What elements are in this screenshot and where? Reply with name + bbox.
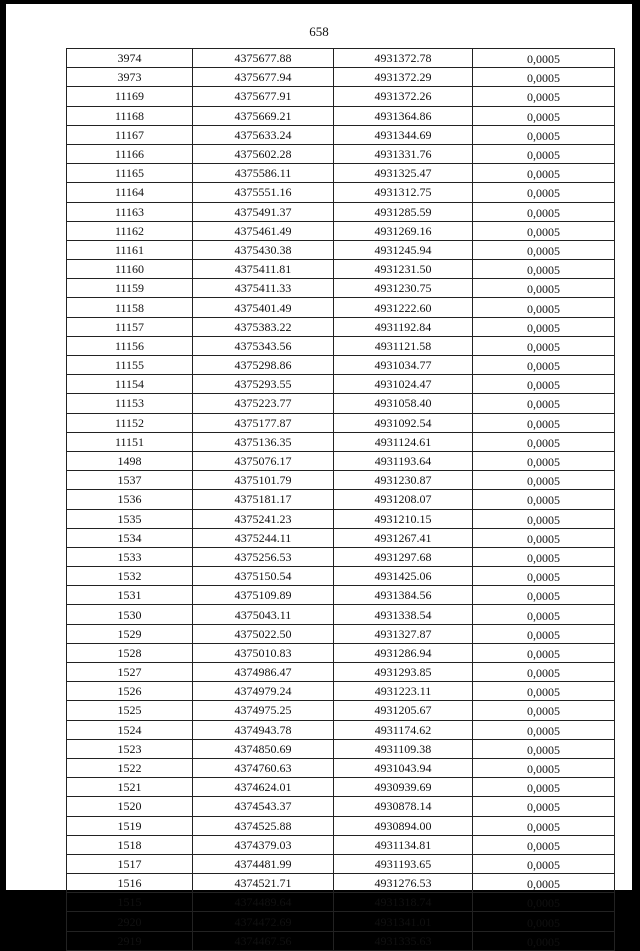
table-row [67,605,615,624]
point-id-cell: 1533 [67,547,193,566]
table-row [67,471,615,490]
y-coordinate-cell: 4931325.47 [334,164,473,183]
table-row [67,125,615,144]
point-id-cell: 1527 [67,663,193,682]
x-coordinate-cell: 4375241.23 [193,509,334,528]
y-coordinate-cell: 4931174.62 [334,720,473,739]
point-id-cell: 1521 [67,778,193,797]
y-coordinate-cell: 4931205.67 [334,701,473,720]
table-row [67,663,615,682]
x-coordinate-cell: 4375551.16 [193,183,334,202]
x-coordinate-cell: 4374850.69 [193,739,334,758]
table-row [67,816,615,835]
point-id-cell: 11169 [67,87,193,106]
point-id-cell: 11158 [67,298,193,317]
x-coordinate-cell: 4375298.86 [193,356,334,375]
y-coordinate-cell: 4931372.26 [334,87,473,106]
point-id-cell: 1531 [67,586,193,605]
point-id-cell: 1537 [67,471,193,490]
error-cell: 0,0005 [473,202,615,221]
y-coordinate-cell: 4931285.59 [334,202,473,221]
y-coordinate-cell: 4931109.38 [334,739,473,758]
table-row [67,720,615,739]
error-cell: 0,0005 [473,643,615,662]
x-coordinate-cell: 4374489.64 [193,893,334,912]
point-id-cell: 11160 [67,260,193,279]
x-coordinate-cell: 4374481.99 [193,854,334,873]
table-row [67,854,615,873]
error-cell: 0,0005 [473,528,615,547]
x-coordinate-cell: 4374379.03 [193,835,334,854]
y-coordinate-cell: 4931267.41 [334,528,473,547]
table-row [67,317,615,336]
point-id-cell: 1519 [67,816,193,835]
error-cell: 0,0005 [473,49,615,68]
error-cell: 0,0005 [473,778,615,797]
page-number: 658 [309,24,329,39]
x-coordinate-cell: 4374760.63 [193,758,334,777]
table-row [67,49,615,68]
x-coordinate-cell: 4375244.11 [193,528,334,547]
x-coordinate-cell: 4375633.24 [193,125,334,144]
x-coordinate-cell: 4375430.38 [193,240,334,259]
table-row [67,682,615,701]
y-coordinate-cell: 4930939.69 [334,778,473,797]
error-cell: 0,0005 [473,490,615,509]
error-cell: 0,0005 [473,835,615,854]
y-coordinate-cell: 4931121.58 [334,336,473,355]
y-coordinate-cell: 4931276.53 [334,874,473,893]
y-coordinate-cell: 4931372.29 [334,68,473,87]
x-coordinate-cell: 4375602.28 [193,144,334,163]
table-row [67,413,615,432]
point-id-cell: 1517 [67,854,193,873]
x-coordinate-cell: 4374521.71 [193,874,334,893]
y-coordinate-cell: 4931331.76 [334,144,473,163]
point-id-cell: 1524 [67,720,193,739]
table-row [67,509,615,528]
y-coordinate-cell: 4931024.47 [334,375,473,394]
table-row [67,356,615,375]
error-cell: 0,0005 [473,432,615,451]
y-coordinate-cell: 4931193.64 [334,451,473,470]
table-row [67,298,615,317]
y-coordinate-cell: 4931245.94 [334,240,473,259]
table-row [67,375,615,394]
x-coordinate-cell: 4375461.49 [193,221,334,240]
error-cell: 0,0005 [473,874,615,893]
y-coordinate-cell: 4931223.11 [334,682,473,701]
y-coordinate-cell: 4931058.40 [334,394,473,413]
table-row [67,528,615,547]
y-coordinate-cell: 4931425.06 [334,567,473,586]
point-id-cell: 1528 [67,643,193,662]
error-cell: 0,0005 [473,701,615,720]
y-coordinate-cell: 4931338.54 [334,605,473,624]
point-id-cell: 1523 [67,739,193,758]
error-cell: 0,0005 [473,221,615,240]
error-cell: 0,0005 [473,125,615,144]
point-id-cell: 1520 [67,797,193,816]
point-id-cell: 1532 [67,567,193,586]
error-cell: 0,0005 [473,375,615,394]
y-coordinate-cell: 4931341.01 [334,912,473,931]
point-id-cell: 11154 [67,375,193,394]
table-row [67,183,615,202]
error-cell: 0,0005 [473,317,615,336]
y-coordinate-cell: 4931193.65 [334,854,473,873]
error-cell: 0,0005 [473,816,615,835]
error-cell: 0,0005 [473,912,615,931]
x-coordinate-cell: 4375677.91 [193,87,334,106]
error-cell: 0,0005 [473,471,615,490]
x-coordinate-cell: 4375181.17 [193,490,334,509]
point-id-cell: 1526 [67,682,193,701]
point-id-cell: 11157 [67,317,193,336]
x-coordinate-cell: 4375343.56 [193,336,334,355]
table-row [67,835,615,854]
x-coordinate-cell: 4375401.49 [193,298,334,317]
y-coordinate-cell: 4931124.61 [334,432,473,451]
x-coordinate-cell: 4375669.21 [193,106,334,125]
table-row [67,643,615,662]
x-coordinate-cell: 4375677.94 [193,68,334,87]
x-coordinate-cell: 4375677.88 [193,49,334,68]
table-row [67,797,615,816]
y-coordinate-cell: 4930878.14 [334,797,473,816]
point-id-cell: 3973 [67,68,193,87]
x-coordinate-cell: 4375010.83 [193,643,334,662]
error-cell: 0,0005 [473,106,615,125]
y-coordinate-cell: 4931210.15 [334,509,473,528]
point-id-cell: 1522 [67,758,193,777]
y-coordinate-cell: 4931364.86 [334,106,473,125]
x-coordinate-cell: 4375256.53 [193,547,334,566]
table-row [67,106,615,125]
y-coordinate-cell: 4931312.75 [334,183,473,202]
point-id-cell: 11168 [67,106,193,125]
point-id-cell: 1498 [67,451,193,470]
y-coordinate-cell: 4931192.84 [334,317,473,336]
error-cell: 0,0005 [473,586,615,605]
point-id-cell: 1515 [67,893,193,912]
x-coordinate-cell: 4375136.35 [193,432,334,451]
y-coordinate-cell: 4931344.69 [334,125,473,144]
error-cell: 0,0005 [473,68,615,87]
error-cell: 0,0005 [473,413,615,432]
error-cell: 0,0005 [473,682,615,701]
table-row [67,547,615,566]
point-id-cell: 11165 [67,164,193,183]
point-id-cell: 11163 [67,202,193,221]
error-cell: 0,0005 [473,567,615,586]
point-id-cell: 2920 [67,912,193,931]
error-cell: 0,0005 [473,240,615,259]
table-row [67,240,615,259]
point-id-cell: 1529 [67,624,193,643]
y-coordinate-cell: 4931231.50 [334,260,473,279]
table-row [67,336,615,355]
y-coordinate-cell: 4931134.81 [334,835,473,854]
point-id-cell: 11162 [67,221,193,240]
error-cell: 0,0005 [473,931,615,950]
table-row [67,931,615,950]
point-id-cell: 11156 [67,336,193,355]
point-id-cell: 1516 [67,874,193,893]
table-row [67,144,615,163]
error-cell: 0,0005 [473,758,615,777]
x-coordinate-cell: 4374467.56 [193,931,334,950]
error-cell: 0,0005 [473,356,615,375]
error-cell: 0,0005 [473,605,615,624]
error-cell: 0,0005 [473,509,615,528]
point-id-cell: 1536 [67,490,193,509]
x-coordinate-cell: 4374472.69 [193,912,334,931]
point-id-cell: 1530 [67,605,193,624]
y-coordinate-cell: 4931384.56 [334,586,473,605]
x-coordinate-cell: 4374525.88 [193,816,334,835]
y-coordinate-cell: 4931327.87 [334,624,473,643]
table-row [67,68,615,87]
x-coordinate-cell: 4375293.55 [193,375,334,394]
y-coordinate-cell: 4931293.85 [334,663,473,682]
error-cell: 0,0005 [473,183,615,202]
error-cell: 0,0005 [473,87,615,106]
table-row [67,758,615,777]
point-id-cell: 11151 [67,432,193,451]
x-coordinate-cell: 4375586.11 [193,164,334,183]
x-coordinate-cell: 4375101.79 [193,471,334,490]
x-coordinate-cell: 4374624.01 [193,778,334,797]
y-coordinate-cell: 4931269.16 [334,221,473,240]
table-row [67,874,615,893]
x-coordinate-cell: 4375383.22 [193,317,334,336]
point-id-cell: 11155 [67,356,193,375]
point-id-cell: 2919 [67,931,193,950]
table-row [67,87,615,106]
point-id-cell: 11161 [67,240,193,259]
error-cell: 0,0005 [473,279,615,298]
x-coordinate-cell: 4374543.37 [193,797,334,816]
x-coordinate-cell: 4374943.78 [193,720,334,739]
table-row [67,739,615,758]
error-cell: 0,0005 [473,624,615,643]
y-coordinate-cell: 4931297.68 [334,547,473,566]
point-id-cell: 11152 [67,413,193,432]
table-row [67,567,615,586]
y-coordinate-cell: 4931208.07 [334,490,473,509]
error-cell: 0,0005 [473,336,615,355]
table-row [67,778,615,797]
point-id-cell: 11159 [67,279,193,298]
point-id-cell: 11153 [67,394,193,413]
error-cell: 0,0005 [473,663,615,682]
y-coordinate-cell: 4931335.63 [334,931,473,950]
y-coordinate-cell: 4931230.87 [334,471,473,490]
error-cell: 0,0005 [473,394,615,413]
x-coordinate-cell: 4375076.17 [193,451,334,470]
point-id-cell: 1534 [67,528,193,547]
y-coordinate-cell: 4931034.77 [334,356,473,375]
error-cell: 0,0005 [473,144,615,163]
table-row [67,394,615,413]
point-id-cell: 1518 [67,835,193,854]
error-cell: 0,0005 [473,720,615,739]
table-row [67,279,615,298]
table-body [67,49,615,951]
error-cell: 0,0005 [473,164,615,183]
x-coordinate-cell: 4375043.11 [193,605,334,624]
table-row [67,912,615,931]
x-coordinate-cell: 4375177.87 [193,413,334,432]
table-row [67,451,615,470]
x-coordinate-cell: 4375109.89 [193,586,334,605]
point-id-cell: 11167 [67,125,193,144]
table-row [67,490,615,509]
error-cell: 0,0005 [473,854,615,873]
table-row [67,260,615,279]
x-coordinate-cell: 4375223.77 [193,394,334,413]
x-coordinate-cell: 4375022.50 [193,624,334,643]
y-coordinate-cell: 4931230.75 [334,279,473,298]
x-coordinate-cell: 4374979.24 [193,682,334,701]
table-row [67,164,615,183]
y-coordinate-cell: 4931092.54 [334,413,473,432]
table-row [67,701,615,720]
x-coordinate-cell: 4375491.37 [193,202,334,221]
y-coordinate-cell: 4931318.74 [334,893,473,912]
error-cell: 0,0005 [473,260,615,279]
error-cell: 0,0005 [473,797,615,816]
y-coordinate-cell: 4931043.94 [334,758,473,777]
x-coordinate-cell: 4375411.81 [193,260,334,279]
table-row [67,432,615,451]
error-cell: 0,0005 [473,451,615,470]
table-row [67,586,615,605]
error-cell: 0,0005 [473,893,615,912]
error-cell: 0,0005 [473,298,615,317]
point-id-cell: 11164 [67,183,193,202]
x-coordinate-cell: 4375150.54 [193,567,334,586]
y-coordinate-cell: 4931372.78 [334,49,473,68]
point-id-cell: 11166 [67,144,193,163]
point-id-cell: 1525 [67,701,193,720]
table-row [67,624,615,643]
x-coordinate-cell: 4375411.33 [193,279,334,298]
table-row [67,221,615,240]
x-coordinate-cell: 4374986.47 [193,663,334,682]
y-coordinate-cell: 4931286.94 [334,643,473,662]
error-cell: 0,0005 [473,739,615,758]
table-row [67,202,615,221]
point-id-cell: 1535 [67,509,193,528]
document-page [6,4,632,949]
error-cell: 0,0005 [473,547,615,566]
x-coordinate-cell: 4374975.25 [193,701,334,720]
y-coordinate-cell: 4931222.60 [334,298,473,317]
y-coordinate-cell: 4930894.00 [334,816,473,835]
point-id-cell: 3974 [67,49,193,68]
coordinates-table [66,48,615,951]
